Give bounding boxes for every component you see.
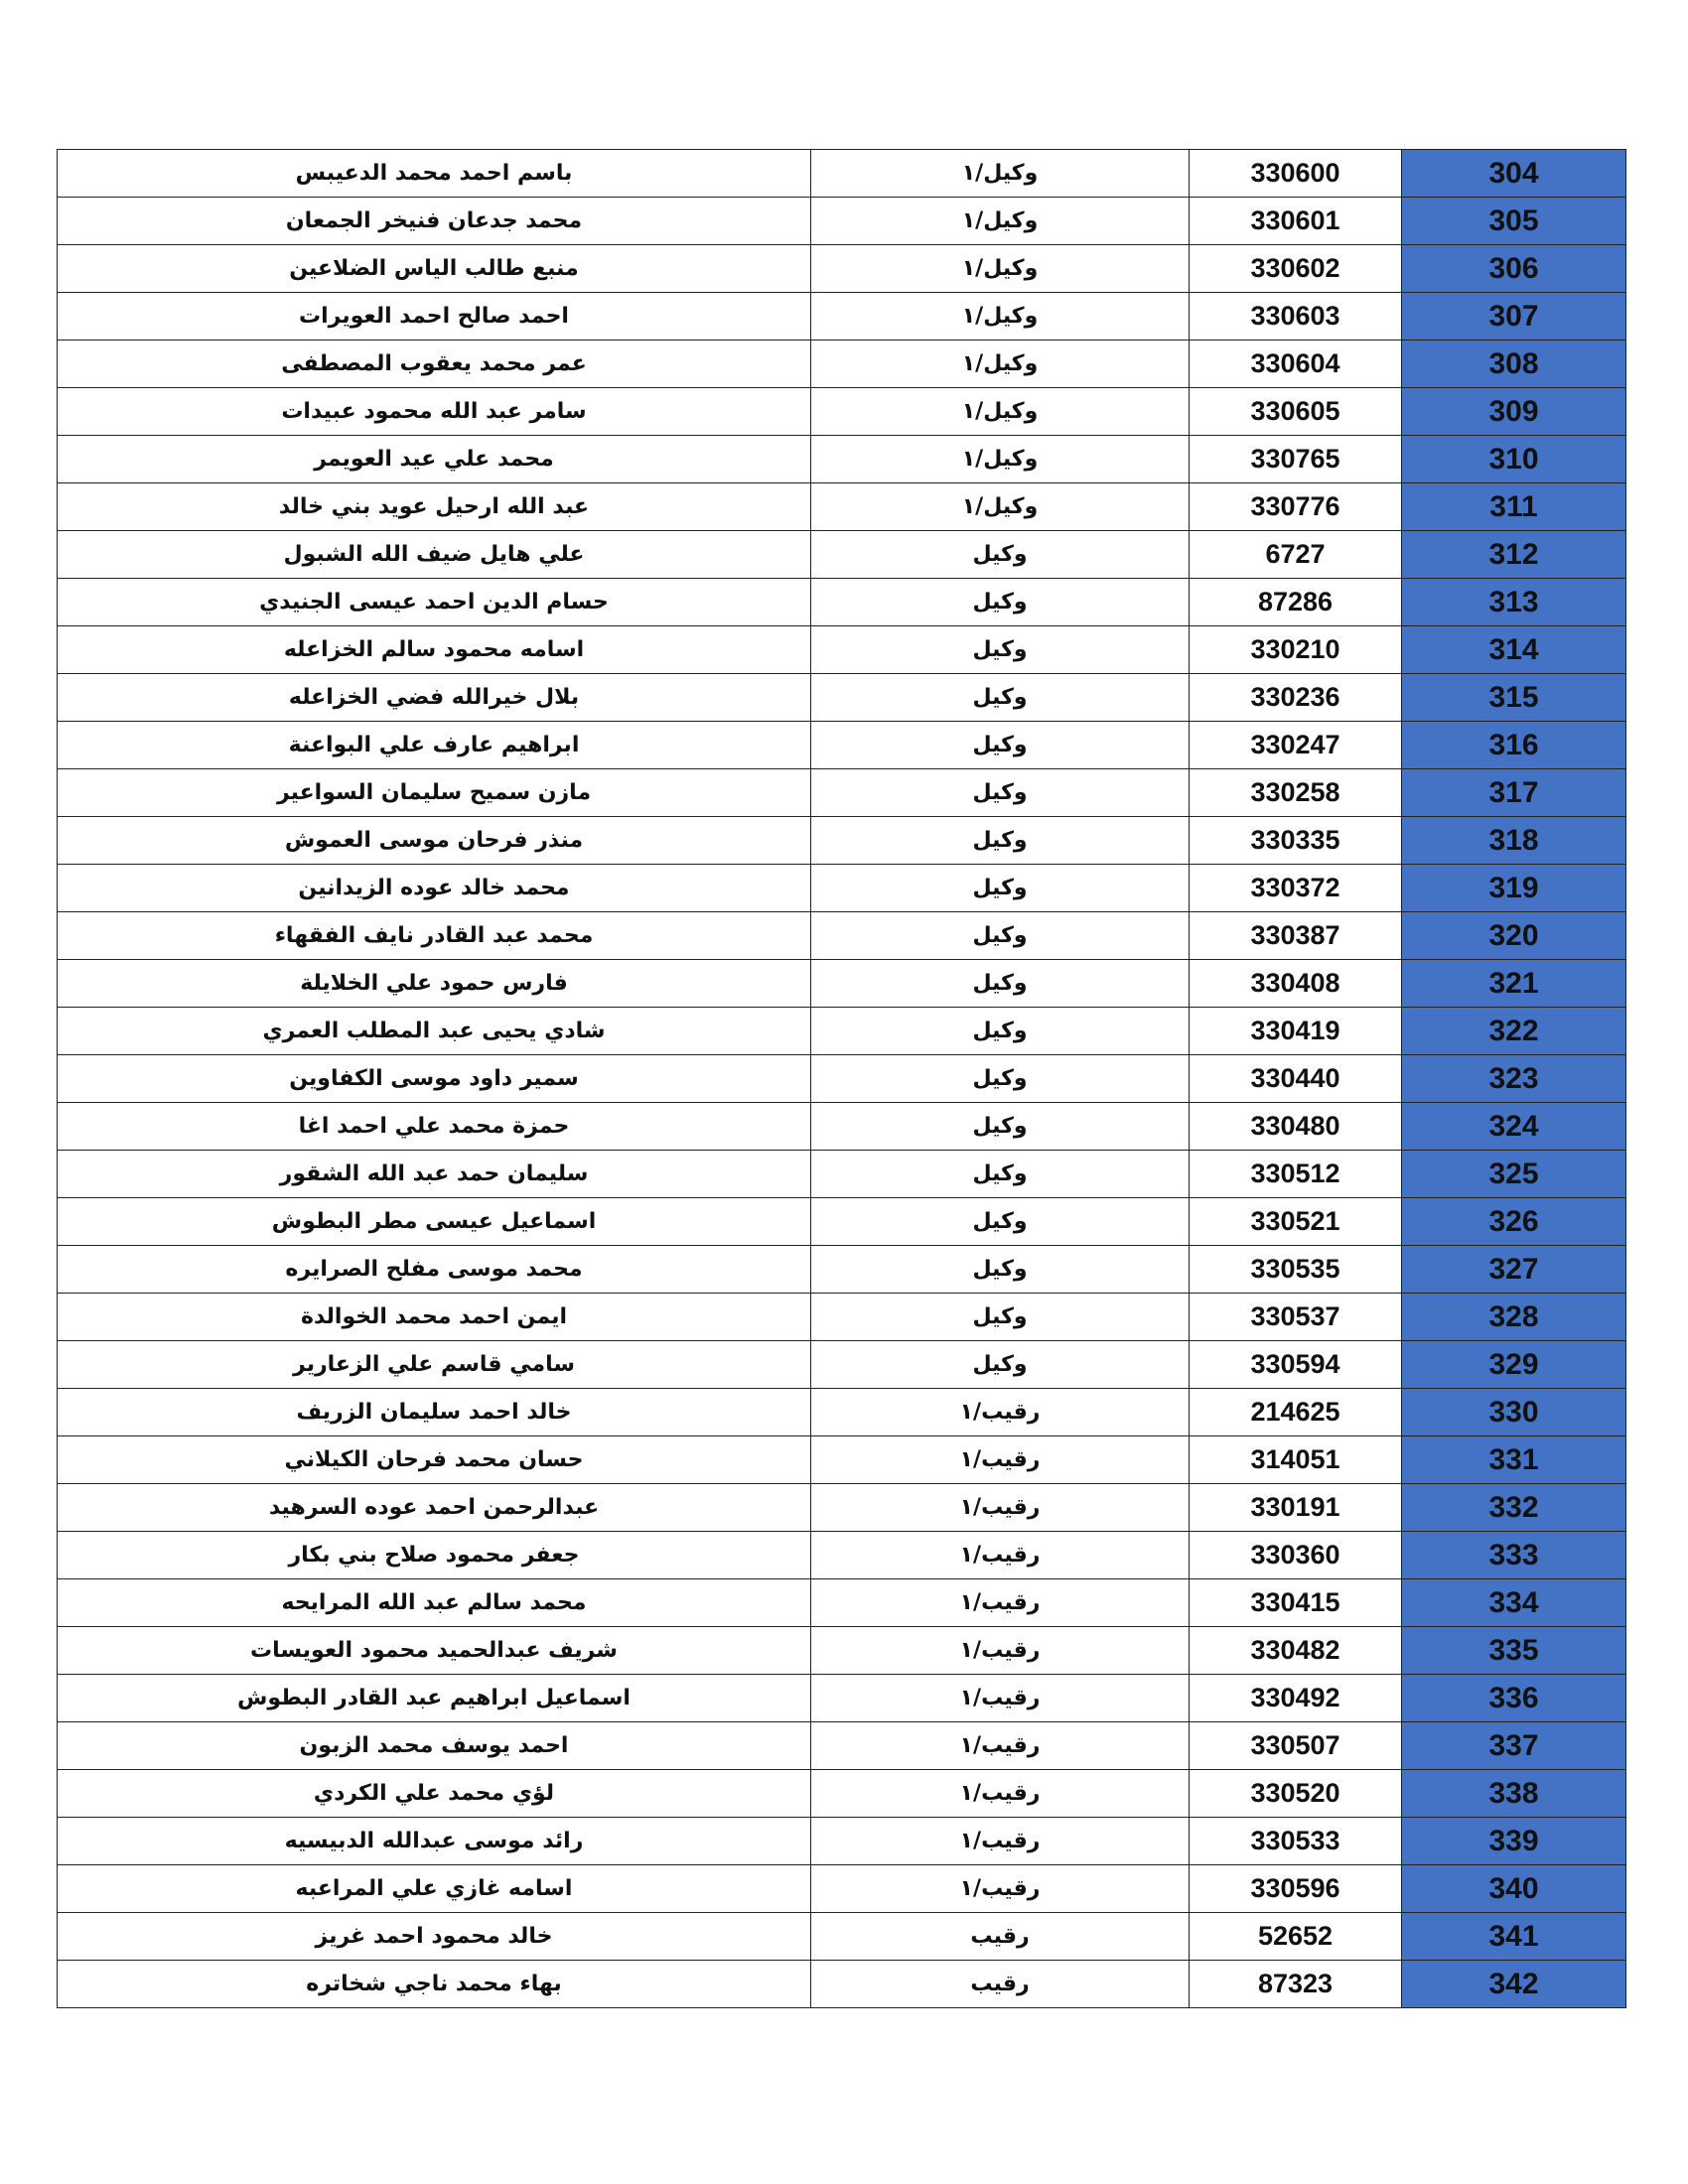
- sequence-number-cell: 306: [1402, 245, 1626, 293]
- rank-cell: وكيل: [811, 722, 1190, 769]
- name-cell: بلال خيرالله فضي الخزاعله: [58, 674, 811, 722]
- table-row: [58, 769, 1626, 817]
- table-row: [58, 626, 1626, 674]
- name-cell: سامي قاسم علي الزعارير: [58, 1341, 811, 1389]
- roster-table: [57, 149, 1626, 2008]
- sequence-number-cell: 315: [1402, 674, 1626, 722]
- name-cell: شريف عبدالحميد محمود العويسات: [58, 1627, 811, 1675]
- table-row: [58, 1151, 1626, 1198]
- table-row: [58, 1722, 1626, 1770]
- name-cell: جعفر محمود صلاح بني بكار: [58, 1532, 811, 1579]
- id-number-cell: 330521: [1190, 1198, 1402, 1246]
- table-row: [58, 1008, 1626, 1055]
- name-cell: محمد خالد عوده الزيدانين: [58, 865, 811, 912]
- rank-cell: وكيل: [811, 865, 1190, 912]
- id-number-cell: 330419: [1190, 1008, 1402, 1055]
- sequence-number-cell: 337: [1402, 1722, 1626, 1770]
- name-cell: اسامه غازي علي المراعبه: [58, 1865, 811, 1913]
- name-cell: فارس حمود علي الخلايلة: [58, 960, 811, 1008]
- id-number-cell: 330520: [1190, 1770, 1402, 1818]
- sequence-number-cell: 327: [1402, 1246, 1626, 1294]
- id-number-cell: 330480: [1190, 1103, 1402, 1151]
- id-number-cell: 330601: [1190, 198, 1402, 245]
- table-row: [58, 1961, 1626, 2008]
- id-number-cell: 330360: [1190, 1532, 1402, 1579]
- sequence-number-cell: 318: [1402, 817, 1626, 865]
- id-number-cell: 330596: [1190, 1865, 1402, 1913]
- table-row: [58, 245, 1626, 293]
- id-number-cell: 330537: [1190, 1294, 1402, 1341]
- id-number-cell: 330603: [1190, 293, 1402, 341]
- sequence-number-cell: 313: [1402, 579, 1626, 626]
- rank-cell: وكيل/١: [811, 341, 1190, 388]
- name-cell: اسامه محمود سالم الخزاعله: [58, 626, 811, 674]
- rank-cell: رقيب/١: [811, 1579, 1190, 1627]
- sequence-number-cell: 331: [1402, 1436, 1626, 1484]
- rank-cell: رقيب/١: [811, 1818, 1190, 1865]
- table-row: [58, 960, 1626, 1008]
- table-row: [58, 1341, 1626, 1389]
- sequence-number-cell: 307: [1402, 293, 1626, 341]
- id-number-cell: 330247: [1190, 722, 1402, 769]
- table-row: [58, 436, 1626, 483]
- name-cell: حسام الدين احمد عيسى الجنيدي: [58, 579, 811, 626]
- table-row: [58, 1055, 1626, 1103]
- sequence-number-cell: 314: [1402, 626, 1626, 674]
- table-row: [58, 1103, 1626, 1151]
- table-row: [58, 150, 1626, 198]
- table-row: [58, 341, 1626, 388]
- name-cell: سامر عبد الله محمود عبيدات: [58, 388, 811, 436]
- name-cell: محمد علي عيد العويمر: [58, 436, 811, 483]
- name-cell: احمد صالح احمد العويرات: [58, 293, 811, 341]
- id-number-cell: 330335: [1190, 817, 1402, 865]
- id-number-cell: 330210: [1190, 626, 1402, 674]
- rank-cell: وكيل: [811, 1246, 1190, 1294]
- sequence-number-cell: 317: [1402, 769, 1626, 817]
- rank-cell: وكيل/١: [811, 388, 1190, 436]
- rank-cell: وكيل: [811, 1103, 1190, 1151]
- id-number-cell: 87323: [1190, 1961, 1402, 2008]
- name-cell: محمد سالم عبد الله المرايحه: [58, 1579, 811, 1627]
- sequence-number-cell: 326: [1402, 1198, 1626, 1246]
- name-cell: علي هايل ضيف الله الشبول: [58, 531, 811, 579]
- id-number-cell: 330482: [1190, 1627, 1402, 1675]
- rank-cell: رقيب: [811, 1913, 1190, 1961]
- table-row: [58, 865, 1626, 912]
- sequence-number-cell: 330: [1402, 1389, 1626, 1436]
- id-number-cell: 330236: [1190, 674, 1402, 722]
- id-number-cell: 330594: [1190, 1341, 1402, 1389]
- sequence-number-cell: 335: [1402, 1627, 1626, 1675]
- id-number-cell: 330387: [1190, 912, 1402, 960]
- sequence-number-cell: 316: [1402, 722, 1626, 769]
- table-row: [58, 198, 1626, 245]
- id-number-cell: 330258: [1190, 769, 1402, 817]
- rank-cell: رقيب/١: [811, 1532, 1190, 1579]
- table-row: [58, 1198, 1626, 1246]
- sequence-number-cell: 325: [1402, 1151, 1626, 1198]
- id-number-cell: 330600: [1190, 150, 1402, 198]
- sequence-number-cell: 310: [1402, 436, 1626, 483]
- sequence-number-cell: 340: [1402, 1865, 1626, 1913]
- rank-cell: رقيب/١: [811, 1722, 1190, 1770]
- id-number-cell: 330535: [1190, 1246, 1402, 1294]
- sequence-number-cell: 312: [1402, 531, 1626, 579]
- sequence-number-cell: 341: [1402, 1913, 1626, 1961]
- table-row: [58, 1627, 1626, 1675]
- name-cell: خالد محمود احمد غريز: [58, 1913, 811, 1961]
- id-number-cell: 330408: [1190, 960, 1402, 1008]
- table-row: [58, 1532, 1626, 1579]
- rank-cell: وكيل: [811, 1341, 1190, 1389]
- rank-cell: وكيل: [811, 1055, 1190, 1103]
- sequence-number-cell: 304: [1402, 150, 1626, 198]
- rank-cell: رقيب/١: [811, 1484, 1190, 1532]
- id-number-cell: 330372: [1190, 865, 1402, 912]
- rank-cell: وكيل: [811, 817, 1190, 865]
- sequence-number-cell: 324: [1402, 1103, 1626, 1151]
- rank-cell: رقيب/١: [811, 1627, 1190, 1675]
- name-cell: رائد موسى عبدالله الدبيسيه: [58, 1818, 811, 1865]
- id-number-cell: 330602: [1190, 245, 1402, 293]
- sequence-number-cell: 311: [1402, 483, 1626, 531]
- sequence-number-cell: 309: [1402, 388, 1626, 436]
- name-cell: باسم احمد محمد الدعيبس: [58, 150, 811, 198]
- rank-cell: وكيل: [811, 626, 1190, 674]
- rank-cell: وكيل/١: [811, 150, 1190, 198]
- name-cell: لؤي محمد علي الكردي: [58, 1770, 811, 1818]
- id-number-cell: 52652: [1190, 1913, 1402, 1961]
- rank-cell: وكيل: [811, 531, 1190, 579]
- name-cell: حمزة محمد علي احمد اغا: [58, 1103, 811, 1151]
- id-number-cell: 330440: [1190, 1055, 1402, 1103]
- table-row: [58, 1294, 1626, 1341]
- table-row: [58, 1246, 1626, 1294]
- rank-cell: وكيل: [811, 1198, 1190, 1246]
- rank-cell: وكيل: [811, 912, 1190, 960]
- name-cell: مازن سميح سليمان السواعير: [58, 769, 811, 817]
- rank-cell: رقيب: [811, 1961, 1190, 2008]
- name-cell: ابراهيم عارف علي البواعنة: [58, 722, 811, 769]
- sequence-number-cell: 322: [1402, 1008, 1626, 1055]
- rank-cell: وكيل: [811, 1294, 1190, 1341]
- name-cell: سمير داود موسى الكفاوين: [58, 1055, 811, 1103]
- id-number-cell: 330776: [1190, 483, 1402, 531]
- rank-cell: رقيب/١: [811, 1436, 1190, 1484]
- table-row: [58, 1484, 1626, 1532]
- sequence-number-cell: 305: [1402, 198, 1626, 245]
- rank-cell: وكيل: [811, 674, 1190, 722]
- name-cell: عبدالرحمن احمد عوده السرهيد: [58, 1484, 811, 1532]
- id-number-cell: 330533: [1190, 1818, 1402, 1865]
- name-cell: محمد موسى مفلح الصرايره: [58, 1246, 811, 1294]
- table-row: [58, 579, 1626, 626]
- table-row: [58, 1770, 1626, 1818]
- sequence-number-cell: 323: [1402, 1055, 1626, 1103]
- table-row: [58, 1389, 1626, 1436]
- id-number-cell: 214625: [1190, 1389, 1402, 1436]
- rank-cell: وكيل: [811, 1008, 1190, 1055]
- sequence-number-cell: 319: [1402, 865, 1626, 912]
- rank-cell: وكيل: [811, 1151, 1190, 1198]
- rank-cell: وكيل: [811, 579, 1190, 626]
- sequence-number-cell: 329: [1402, 1341, 1626, 1389]
- name-cell: اسماعيل عيسى مطر البطوش: [58, 1198, 811, 1246]
- sequence-number-cell: 328: [1402, 1294, 1626, 1341]
- name-cell: ايمن احمد محمد الخوالدة: [58, 1294, 811, 1341]
- sequence-number-cell: 339: [1402, 1818, 1626, 1865]
- sequence-number-cell: 320: [1402, 912, 1626, 960]
- table-row: [58, 531, 1626, 579]
- table-row: [58, 483, 1626, 531]
- roster-sheet: [57, 149, 1625, 2008]
- rank-cell: رقيب/١: [811, 1675, 1190, 1722]
- name-cell: شادي يحيى عبد المطلب العمري: [58, 1008, 811, 1055]
- rank-cell: وكيل/١: [811, 245, 1190, 293]
- sequence-number-cell: 334: [1402, 1579, 1626, 1627]
- table-row: [58, 1675, 1626, 1722]
- table-row: [58, 293, 1626, 341]
- table-row: [58, 1579, 1626, 1627]
- sequence-number-cell: 333: [1402, 1532, 1626, 1579]
- id-number-cell: 314051: [1190, 1436, 1402, 1484]
- rank-cell: رقيب/١: [811, 1389, 1190, 1436]
- sequence-number-cell: 321: [1402, 960, 1626, 1008]
- name-cell: اسماعيل ابراهيم عبد القادر البطوش: [58, 1675, 811, 1722]
- id-number-cell: 330507: [1190, 1722, 1402, 1770]
- table-row: [58, 722, 1626, 769]
- id-number-cell: 87286: [1190, 579, 1402, 626]
- id-number-cell: 330512: [1190, 1151, 1402, 1198]
- sequence-number-cell: 342: [1402, 1961, 1626, 2008]
- id-number-cell: 330415: [1190, 1579, 1402, 1627]
- table-row: [58, 1436, 1626, 1484]
- sequence-number-cell: 308: [1402, 341, 1626, 388]
- rank-cell: وكيل/١: [811, 293, 1190, 341]
- rank-cell: وكيل/١: [811, 198, 1190, 245]
- name-cell: احمد يوسف محمد الزبون: [58, 1722, 811, 1770]
- name-cell: بهاء محمد ناجي شخاتره: [58, 1961, 811, 2008]
- id-number-cell: 6727: [1190, 531, 1402, 579]
- name-cell: خالد احمد سليمان الزريف: [58, 1389, 811, 1436]
- table-row: [58, 817, 1626, 865]
- rank-cell: وكيل/١: [811, 483, 1190, 531]
- id-number-cell: 330765: [1190, 436, 1402, 483]
- sequence-number-cell: 332: [1402, 1484, 1626, 1532]
- name-cell: منبع طالب الياس الضلاعين: [58, 245, 811, 293]
- rank-cell: وكيل: [811, 960, 1190, 1008]
- name-cell: محمد عبد القادر نايف الفقهاء: [58, 912, 811, 960]
- table-row: [58, 388, 1626, 436]
- rank-cell: وكيل: [811, 769, 1190, 817]
- sequence-number-cell: 336: [1402, 1675, 1626, 1722]
- name-cell: عبد الله ارحيل عويد بني خالد: [58, 483, 811, 531]
- name-cell: محمد جدعان فنيخر الجمعان: [58, 198, 811, 245]
- table-row: [58, 674, 1626, 722]
- name-cell: منذر فرحان موسى العموش: [58, 817, 811, 865]
- id-number-cell: 330191: [1190, 1484, 1402, 1532]
- roster-body: [58, 150, 1626, 2008]
- id-number-cell: 330605: [1190, 388, 1402, 436]
- rank-cell: وكيل/١: [811, 436, 1190, 483]
- id-number-cell: 330492: [1190, 1675, 1402, 1722]
- table-row: [58, 1818, 1626, 1865]
- sequence-number-cell: 338: [1402, 1770, 1626, 1818]
- id-number-cell: 330604: [1190, 341, 1402, 388]
- rank-cell: رقيب/١: [811, 1770, 1190, 1818]
- table-row: [58, 912, 1626, 960]
- table-row: [58, 1865, 1626, 1913]
- name-cell: حسان محمد فرحان الكيلاني: [58, 1436, 811, 1484]
- table-row: [58, 1913, 1626, 1961]
- name-cell: سليمان حمد عبد الله الشقور: [58, 1151, 811, 1198]
- rank-cell: رقيب/١: [811, 1865, 1190, 1913]
- name-cell: عمر محمد يعقوب المصطفى: [58, 341, 811, 388]
